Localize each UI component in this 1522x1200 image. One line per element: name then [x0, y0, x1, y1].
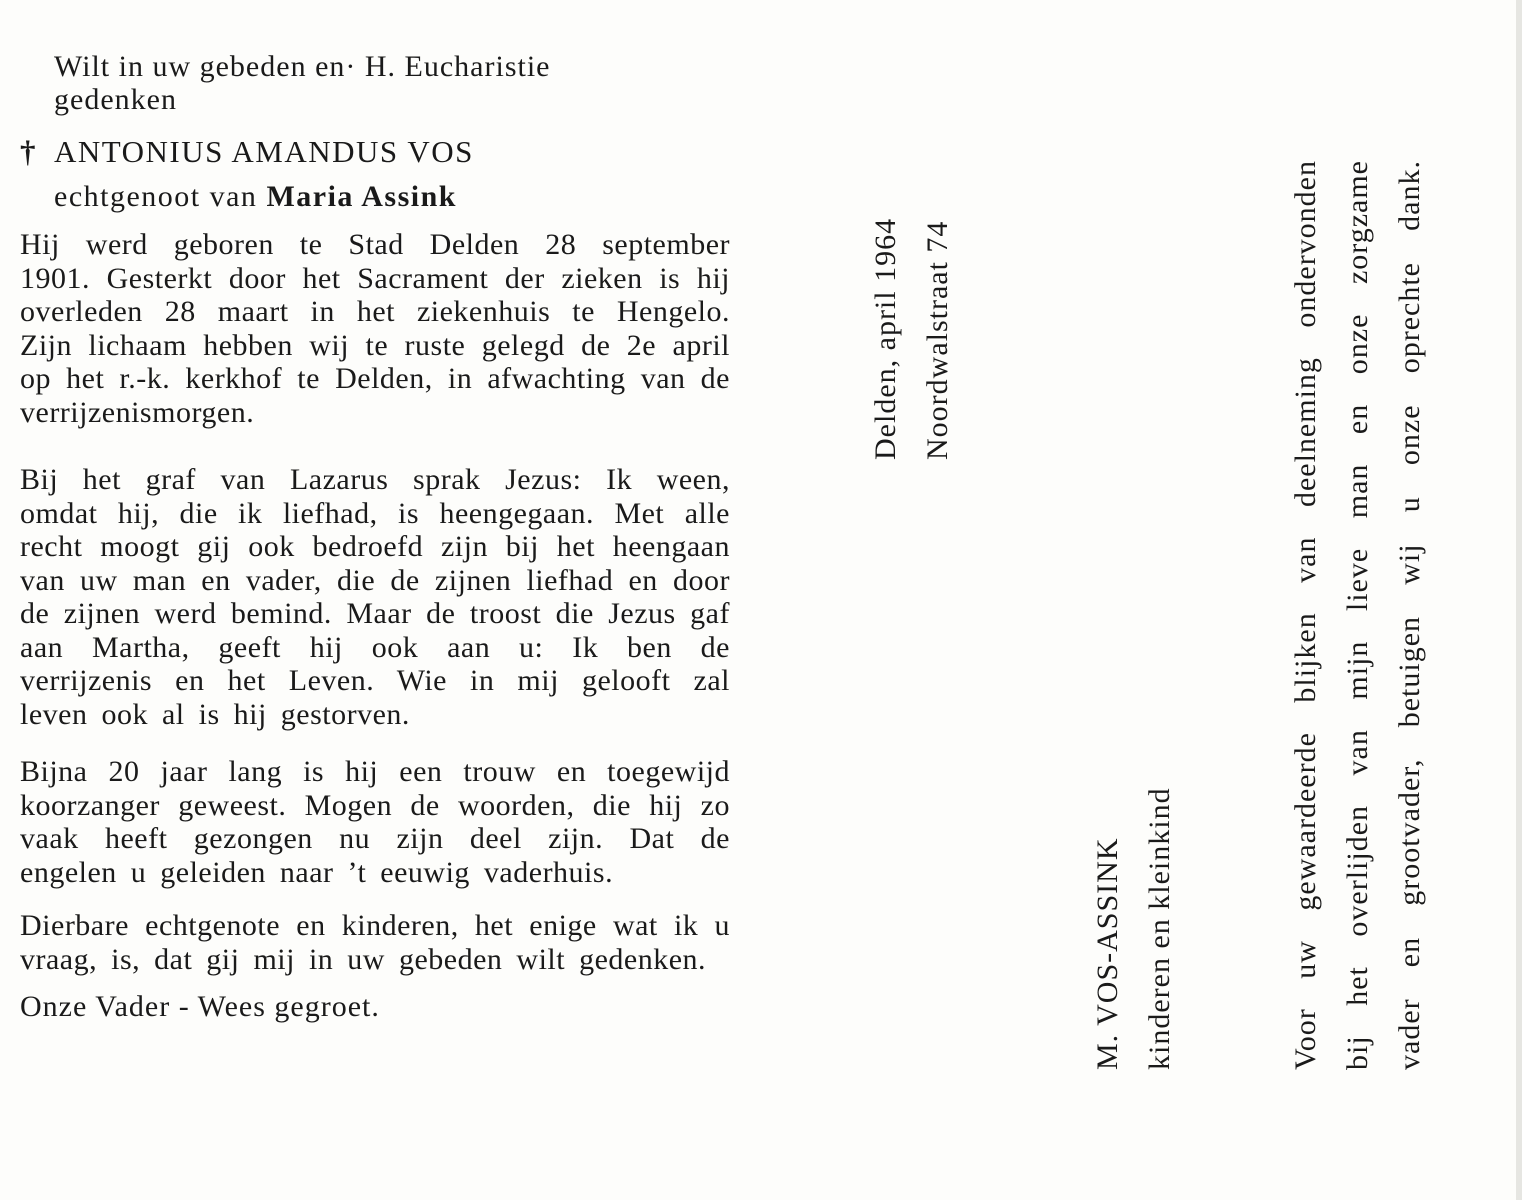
signature-family: kinderen en kleinkind — [1143, 787, 1176, 1070]
intro-line-1: Wilt in uw gebeden en· H. Eucharistie — [54, 50, 551, 83]
signature-column — [1082, 730, 1186, 1070]
address-line: Noordwalstraat 74 — [921, 220, 954, 460]
spouse-line — [54, 180, 730, 214]
intro-line-2: gedenken — [54, 83, 177, 116]
date-address-column — [860, 160, 964, 460]
cross-icon: † — [20, 134, 37, 169]
scripture-paragraph: Bij het graf van Lazarus sprak Jezus: Ik ween, omdat hij, die ik liefhad, is heengegaan. Met alle recht moogt gij ook bedroefd zijn bij het heengaan van uw man en vader, die de zijnen liefhad en door de zijnen werd bemind. Maar de troost die Jezus gaf aan Martha, geeft hij ook aan u: Ik ben de verrijzenis en het Leven. Wie in mij gelooft zal leven ook al is hij gestorven. — [20, 463, 730, 731]
thanks-line-3: vader en grootvader, betuigen wij u onze oprechte dank. — [1393, 160, 1426, 1070]
card-edge — [1516, 0, 1522, 1200]
spouse-name: Maria Assink — [266, 180, 457, 213]
signature-name: M. VOS-ASSINK — [1091, 837, 1124, 1070]
date-line: Delden, april 1964 — [869, 217, 902, 460]
deceased-name: ANTONIUS AMANDUS VOS — [54, 134, 474, 169]
deceased-heading — [20, 134, 730, 170]
choir-paragraph: Bijna 20 jaar lang is hij een trouw en toegewijd koorzanger geweest. Mogen de woorden, die hij zo vaak heeft gezongen nu zijn deel zijn. Dat de engelen u geleiden naar ’t eeuwig vaderhuis. — [20, 755, 730, 889]
spouse-prefix: echtgenoot van — [54, 180, 267, 213]
request-paragraph: Dierbare echtgenote en kinderen, het enige wat ik u vraag, is, dat gij mij in uw gebeden wilt gedenken. — [20, 909, 730, 976]
intro-text — [54, 50, 730, 116]
biography-paragraph: Hij werd geboren te Stad Delden 28 september 1901. Gesterkt door het Sacrament der zieken is hij overleden 28 maart in het ziekenhuis te Hengelo. Zijn lichaam hebben wij te ruste gelegd de 2e april op het r.-k. kerkhof te Delden, in afwachting van de verrijzenismorgen. — [20, 228, 730, 429]
thanks-line-1: Voor uw gewaardeerde blijken van deelneming ondervonden — [1289, 160, 1322, 1070]
closing-prayer: Onze Vader - Wees gegroet. — [20, 990, 380, 1023]
thanks-column — [1280, 160, 1436, 1070]
thanks-line-2: bij het overlijden van mijn lieve man en onze zorgzame — [1341, 160, 1374, 1070]
left-panel — [20, 50, 730, 1024]
